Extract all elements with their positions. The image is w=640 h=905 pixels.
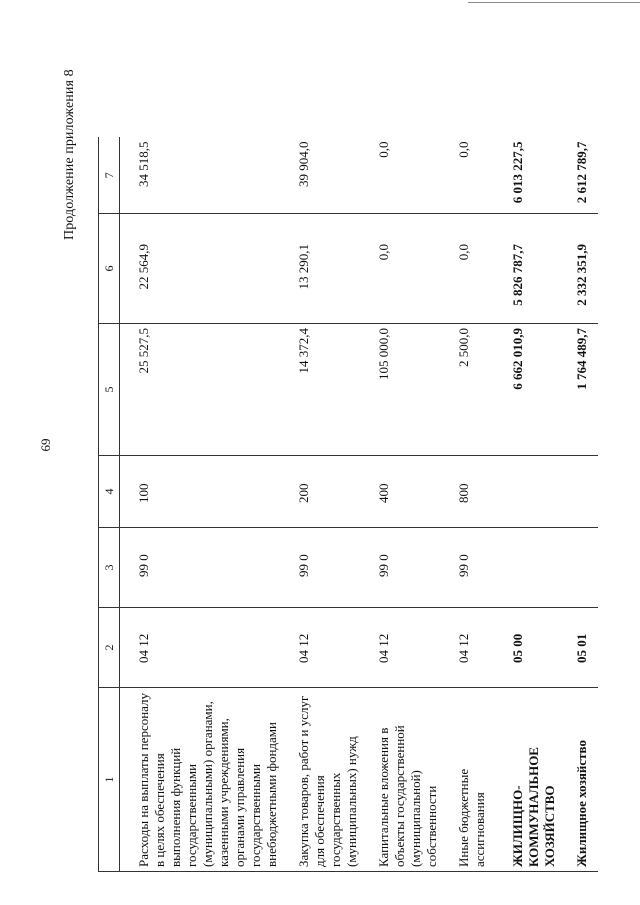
row-expense-type [558,456,598,528]
table-row [558,138,598,872]
row-target-code: 99 0 [360,528,440,608]
column-header: 5 [99,324,120,456]
table-row [440,138,494,872]
row-section-code: 04 12 [120,608,281,688]
column-header: 4 [99,456,120,528]
column-header: 3 [99,528,120,608]
table-row [494,138,558,872]
row-name: Расходы на выплаты персоналу в целях обеспечения выполнения функций государственными (муниципальными) органами, казенными учреждениями, органами управления государственными внебюджетными фондами [120,688,281,872]
row-section-code: 04 12 [360,608,440,688]
row-value-5: 105 000,0 [360,324,440,456]
row-value-6: 22 564,9 [120,214,281,324]
appendix-caption: Продолжение приложения 8 [62,69,77,240]
row-value-7: 6 013 227,5 [494,138,558,214]
row-section-code: 04 12 [440,608,494,688]
row-value-5: 6 662 010,9 [494,324,558,456]
table-row [360,138,440,872]
column-header: 1 [99,688,120,872]
row-value-7: 34 518,5 [120,138,281,214]
row-value-6: 0,0 [360,214,440,324]
table-row [120,138,281,872]
row-target-code: 99 0 [440,528,494,608]
column-header: 7 [99,138,120,214]
row-value-6: 2 332 351,9 [558,214,598,324]
row-value-7: 39 904,0 [280,138,360,214]
row-target-code [558,528,598,608]
row-section-code: 05 00 [494,608,558,688]
row-expense-type: 400 [360,456,440,528]
row-name: Жилищное хозяйство [558,688,598,872]
column-header: 6 [99,214,120,324]
row-value-5: 2 500,0 [440,324,494,456]
row-expense-type: 200 [280,456,360,528]
row-value-6: 5 826 787,7 [494,214,558,324]
row-value-5: 25 527,5 [120,324,281,456]
row-value-5: 14 372,4 [280,324,360,456]
row-value-6: 13 290,1 [280,214,360,324]
budget-table [98,138,598,873]
row-name: Капитальные вложения в объекты государственной (муниципальной) собственности [360,688,440,872]
row-name: ЖИЛИЩНО-КОММУНАЛЬНОЕ ХОЗЯЙСТВО [494,688,558,872]
table-row [280,138,360,872]
row-section-code: 05 01 [558,608,598,688]
row-expense-type [494,456,558,528]
column-header: 2 [99,608,120,688]
row-section-code: 04 12 [280,608,360,688]
row-value-7: 0,0 [360,138,440,214]
row-value-7: 2 612 789,7 [558,138,598,214]
row-name: Иные бюджетные ассигнования [440,688,494,872]
row-target-code: 99 0 [120,528,281,608]
row-target-code: 99 0 [280,528,360,608]
row-expense-type: 800 [440,456,494,528]
row-value-7: 0,0 [440,138,494,214]
row-value-6: 0,0 [440,214,494,324]
row-value-5: 1 764 489,7 [558,324,598,456]
page-number: 69 [38,438,53,452]
table-header-row [99,138,120,872]
row-target-code [494,528,558,608]
row-expense-type: 100 [120,456,281,528]
row-name: Закупка товаров, работ и услуг для обеспечения государственных (муниципальных) нужд [280,688,360,872]
